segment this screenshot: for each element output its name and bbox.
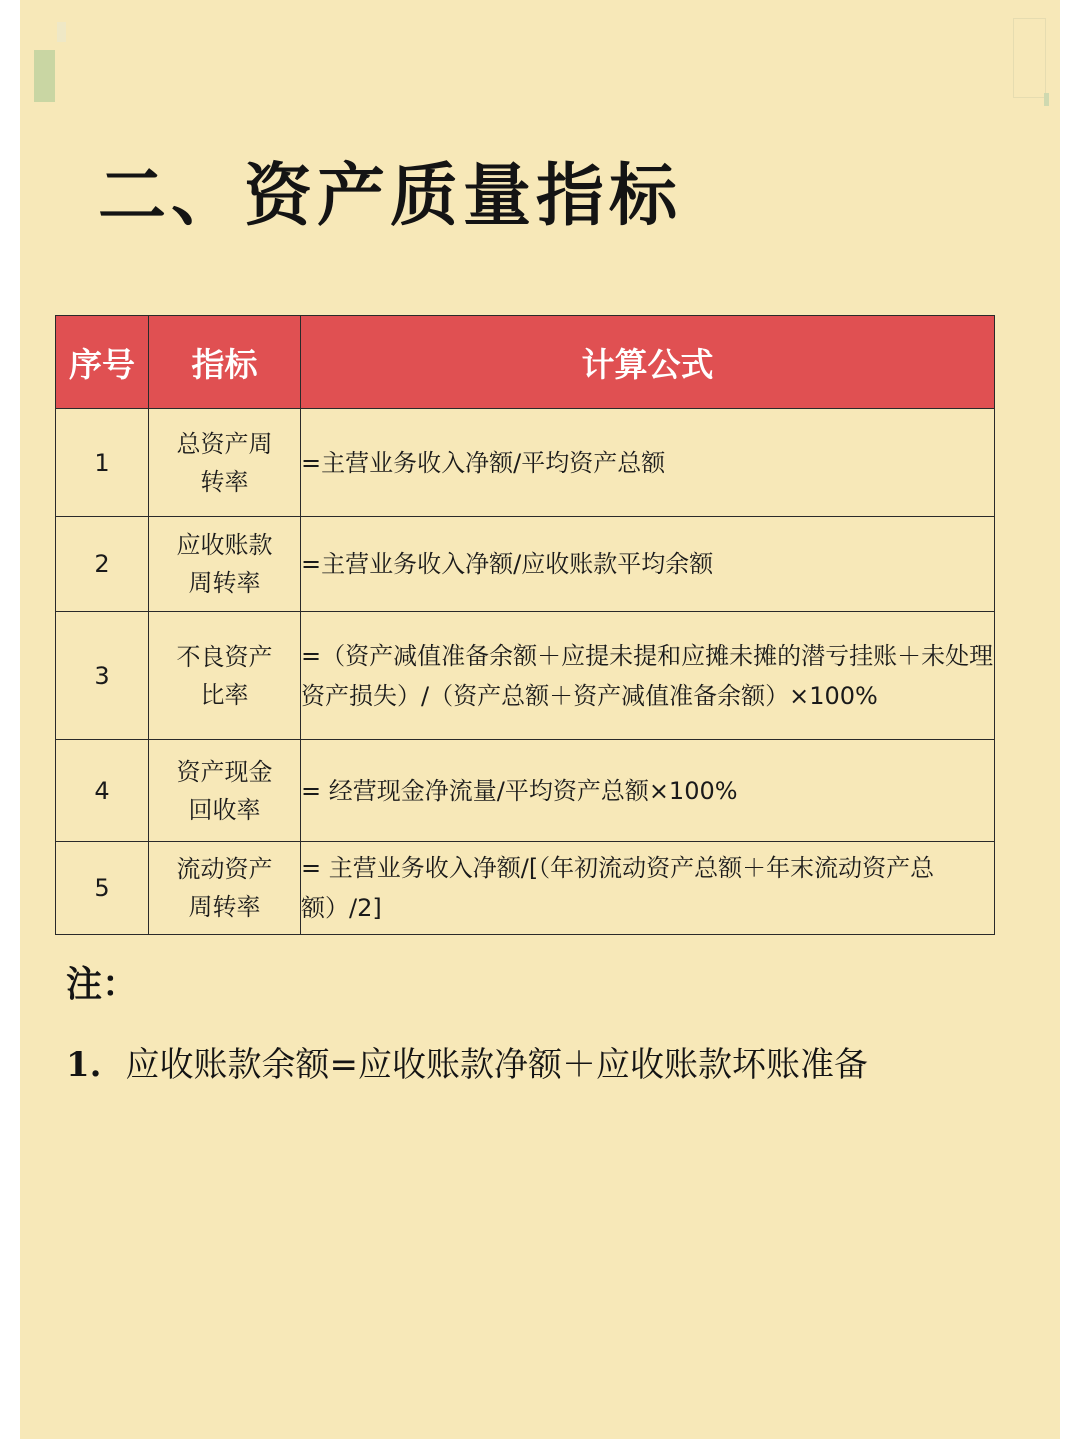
indicator-line: 总资产周 <box>176 429 273 458</box>
decoration-block <box>1044 93 1049 106</box>
row-index: 2 <box>56 517 149 612</box>
row-indicator <box>149 409 301 517</box>
row-indicator <box>149 740 301 842</box>
table-row <box>56 517 995 612</box>
table-row <box>56 842 995 935</box>
indicator-line: 不良资产 <box>176 642 273 671</box>
note-number: 1. <box>66 1045 102 1085</box>
decoration-block <box>34 50 55 102</box>
indicator-line: 周转率 <box>188 569 261 597</box>
note-text: 应收账款余额=应收账款净额＋应收账款坏账准备 <box>125 1045 868 1085</box>
note-item <box>66 1040 868 1090</box>
page-title: 二、资产质量指标 <box>98 157 683 236</box>
row-index: 4 <box>56 740 149 842</box>
indicator-line: 流动资产 <box>176 855 273 883</box>
row-formula: = 主营业务收入净额/[（年初流动资产总额＋年末流动资产总额）/2] <box>301 842 995 935</box>
row-indicator <box>149 517 301 612</box>
row-formula: =主营业务收入净额/应收账款平均余额 <box>301 517 995 612</box>
table-row <box>56 740 995 842</box>
indicator-line: 周转率 <box>188 893 261 921</box>
row-formula: = 经营现金净流量/平均资产总额×100% <box>301 740 995 842</box>
notes-heading: 注： <box>66 964 139 1005</box>
table-header-row <box>56 316 995 409</box>
header-index: 序号 <box>56 316 149 409</box>
header-formula: 计算公式 <box>301 316 995 409</box>
row-formula: =主营业务收入净额/平均资产总额 <box>301 409 995 517</box>
row-indicator <box>149 612 301 740</box>
decoration-block <box>57 22 66 42</box>
row-formula: =（资产减值准备余额＋应提未提和应摊未摊的潜亏挂账＋未处理资产损失）/（资产总额＋资产减值准备余额）×100% <box>301 612 995 740</box>
header-indicator: 指标 <box>149 316 301 409</box>
row-index: 1 <box>56 409 149 517</box>
indicator-line: 比率 <box>200 680 249 709</box>
indicator-line: 转率 <box>200 467 249 496</box>
decoration-frame <box>1013 18 1046 98</box>
indicator-line: 应收账款 <box>176 531 273 559</box>
table-row <box>56 612 995 740</box>
row-index: 5 <box>56 842 149 935</box>
indicator-table <box>55 315 995 935</box>
row-index: 3 <box>56 612 149 740</box>
indicator-line: 资产现金 <box>176 757 273 786</box>
row-indicator <box>149 842 301 935</box>
table-row <box>56 409 995 517</box>
indicator-line: 回收率 <box>188 795 261 824</box>
